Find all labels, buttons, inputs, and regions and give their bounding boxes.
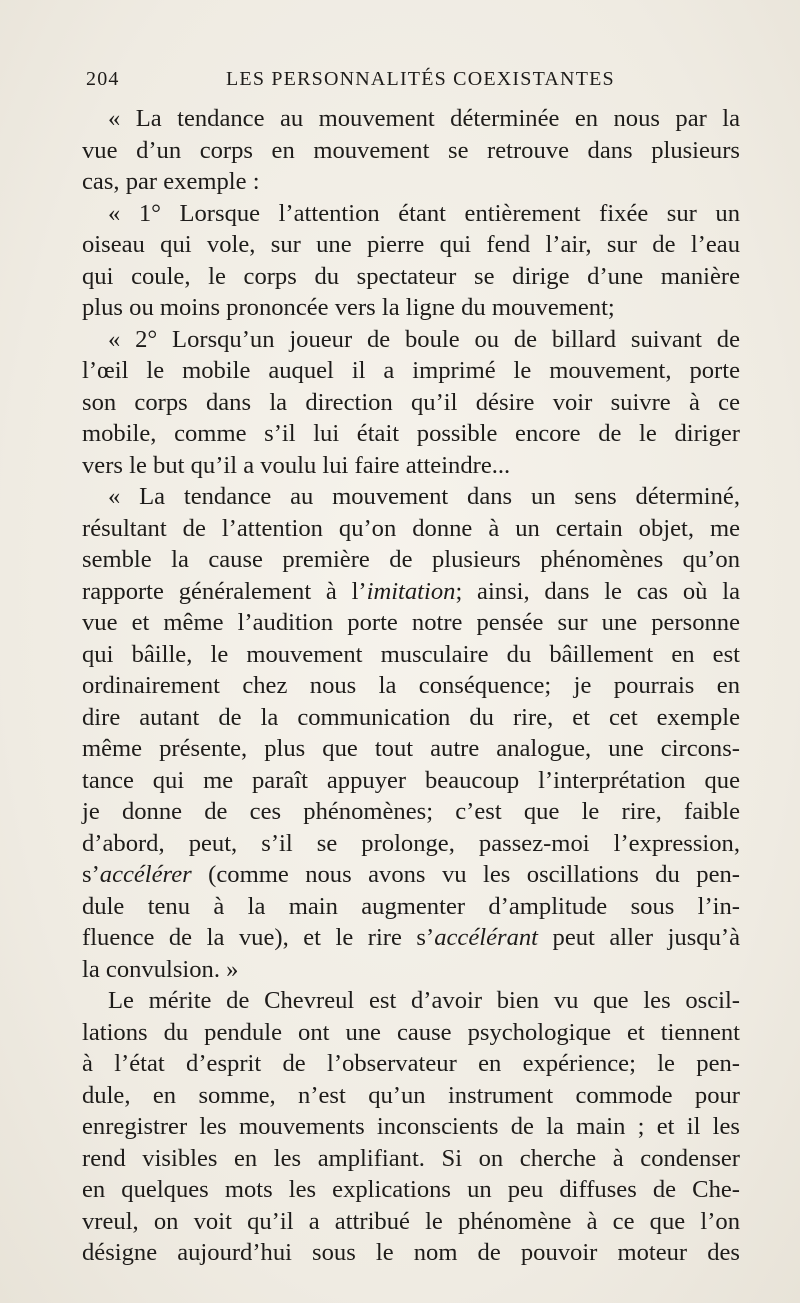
text-line: rend visibles en les amplifiant. Si on cherche à condenser (82, 1144, 740, 1172)
italic-term: accélérer (99, 861, 192, 888)
text-line: plus ou moins prononcée vers la ligne du mouvement; (82, 294, 615, 321)
text-line: Le mérite de Chevreul est d’avoir bien vu que les oscil- (108, 987, 740, 1014)
text-line: résultant de l’attention qu’on donne à un certain objet, me (82, 514, 740, 542)
text-line: ordinairement chez nous la conséquence; je pourrais en (82, 672, 740, 699)
page-number: 204 (86, 68, 120, 90)
text-line: la convulsion. » (82, 955, 239, 983)
text-line: lations du pendule ont une cause psychologique et tiennent (82, 1018, 740, 1046)
text-segment: (comme nous avons vu les oscillations du pen- (191, 861, 740, 888)
running-title: LES PERSONNALITÉS COEXISTANTES (226, 68, 615, 90)
text-line: je donne de ces phénomènes; c’est que le rire, faible (82, 798, 740, 825)
text-line: « La tendance au mouvement dans un sens déterminé, (108, 483, 740, 510)
text-line: à l’état d’esprit de l’observateur en expérience; le pen- (82, 1050, 740, 1077)
text-line: en quelques mots les explications un peu diffuses de Che- (82, 1176, 740, 1203)
text-line: dire autant de la communication du rire, et cet exemple (82, 703, 740, 731)
text-line: « 2° Lorsqu’un joueur de boule ou de billard suivant de (108, 325, 740, 353)
body-text (82, 103, 740, 1269)
text-segment: peut aller jusqu’à (538, 924, 740, 951)
text-line: vreul, on voit qu’il a attribué le phénomène à ce que l’on (82, 1207, 740, 1235)
text-line: enregistrer les mouvements inconscients de la main ; et il les (82, 1113, 740, 1140)
text-line: qui coule, le corps du spectateur se dirige d’une manière (82, 262, 740, 290)
text-line: « 1° Lorsque l’attention étant entièrement fixée sur un (108, 199, 740, 227)
text-line (82, 922, 740, 954)
text-line: semble la cause première de plusieurs phénomènes qu’on (82, 546, 740, 573)
text-line: cas, par exemple : (82, 168, 260, 195)
text-line (82, 859, 740, 891)
text-segment: rapporte généralement à l’ (82, 577, 367, 605)
page-header (86, 68, 615, 96)
text-line: d’abord, peut, s’il se prolonge, passez-moi l’expression, (82, 829, 740, 857)
text-line: vue et même l’audition porte notre pensée sur une personne (82, 609, 740, 636)
text-line: vers le but qu’il a voulu lui faire atteindre... (82, 451, 511, 479)
text-line: désigne aujourd’hui sous le nom de pouvoir moteur des (82, 1239, 740, 1266)
text-line: qui bâille, le mouvement musculaire du bâillement en est (82, 640, 740, 668)
text-line (82, 576, 740, 608)
text-line: oiseau qui vole, sur une pierre qui fend l’air, sur de l’eau (82, 231, 740, 258)
text-line: son corps dans la direction qu’il désire voir suivre à ce (82, 388, 740, 416)
text-line: dule tenu à la main augmenter d’amplitude sous l’in- (82, 892, 740, 920)
text-segment: fluence de la vue), et le rire s’ (82, 924, 435, 951)
text-line: « La tendance au mouvement déterminée en nous par la (108, 105, 740, 132)
italic-term: accélérant (434, 924, 538, 951)
text-line: l’œil le mobile auquel il a imprimé le mouvement, porte (82, 357, 740, 384)
italic-term: imitation (366, 577, 456, 605)
text-segment: s’ (82, 861, 100, 888)
text-line: mobile, comme s’il lui était possible encore de le diriger (82, 420, 740, 447)
text-segment: ; ainsi, dans le cas où la (455, 577, 740, 605)
text-line: même présente, plus que tout autre analogue, une circons- (82, 735, 740, 762)
text-line: tance qui me paraît appuyer beaucoup l’interprétation que (82, 766, 740, 794)
text-line: vue d’un corps en mouvement se retrouve dans plusieurs (82, 136, 740, 164)
text-line: dule, en somme, n’est qu’un instrument commode pour (82, 1081, 740, 1109)
